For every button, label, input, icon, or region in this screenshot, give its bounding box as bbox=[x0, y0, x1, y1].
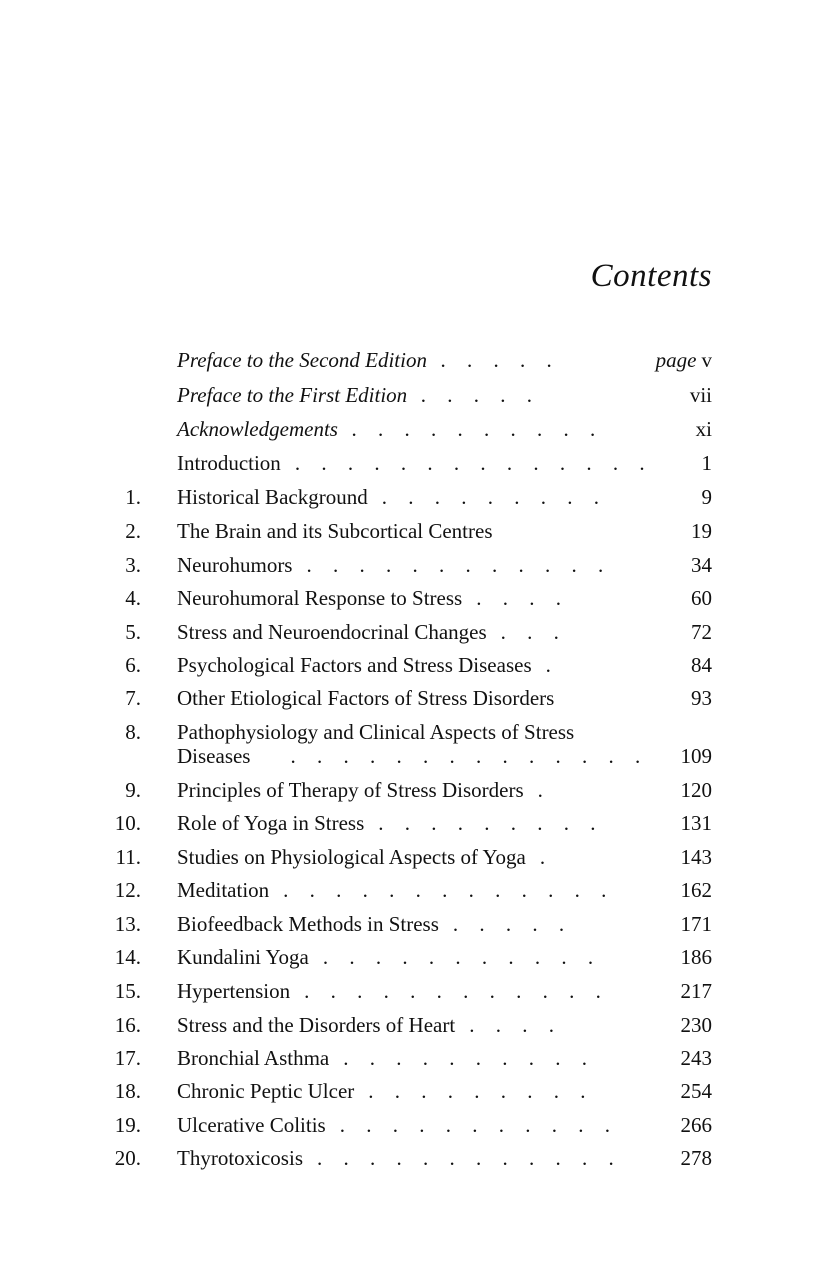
leader-dots: . . . . . . . . . bbox=[368, 1079, 594, 1103]
entry-title: Ulcerative Colitis bbox=[177, 1113, 326, 1137]
leader-dots: . . . . . . . . . . . bbox=[339, 1113, 618, 1137]
chapter-number: 10. bbox=[114, 811, 141, 835]
entry bbox=[177, 586, 647, 610]
page-value: 171 bbox=[680, 912, 712, 936]
page-number bbox=[702, 451, 713, 475]
page-value: 162 bbox=[680, 878, 712, 902]
entry bbox=[177, 620, 647, 644]
page-value: 278 bbox=[680, 1146, 712, 1170]
page-value: 254 bbox=[680, 1079, 712, 1103]
leader-dots: . . . . . . . . . . . bbox=[322, 945, 602, 969]
leader-dots: . bbox=[545, 653, 559, 677]
leader-dots: . . . . . . . . . . . . . . bbox=[290, 744, 649, 768]
entry-title: Neurohumors bbox=[177, 553, 293, 577]
entry bbox=[177, 485, 647, 509]
entry bbox=[177, 417, 647, 441]
entry-title: Other Etiological Factors of Stress Disorders bbox=[177, 686, 555, 710]
chapter-number: 19. bbox=[114, 1113, 141, 1137]
leader-dots: . . . . . . . . . . . . bbox=[317, 1146, 622, 1170]
page-value: vii bbox=[689, 383, 712, 407]
entry-title: Meditation bbox=[177, 878, 270, 902]
page-number bbox=[691, 519, 712, 543]
page-value: 93 bbox=[691, 686, 712, 710]
page-number bbox=[691, 686, 712, 710]
chapter-number: 18. bbox=[114, 1079, 141, 1103]
page-value: 34 bbox=[691, 553, 712, 577]
page-value: 143 bbox=[680, 845, 712, 869]
entry-title-line2: Diseases bbox=[177, 744, 251, 768]
entry bbox=[177, 451, 653, 475]
chapter-number: 17. bbox=[114, 1046, 141, 1070]
page-value: 131 bbox=[680, 811, 712, 835]
page-value: v bbox=[701, 348, 712, 372]
page-value: 84 bbox=[691, 653, 712, 677]
chapter-number: 3. bbox=[125, 553, 141, 577]
page-number bbox=[681, 1146, 713, 1170]
leader-dots: . . . . . . . . . . . . bbox=[304, 979, 609, 1003]
entry-title: Pathophysiology and Clinical Aspects of Stress bbox=[177, 720, 575, 744]
leader-dots: . . . . . bbox=[421, 383, 541, 407]
page-number bbox=[691, 620, 712, 644]
entry-title: The Brain and its Subcortical Centres bbox=[177, 519, 493, 543]
page-number bbox=[702, 485, 713, 509]
chapter-number: 4. bbox=[125, 586, 141, 610]
page-number bbox=[681, 878, 713, 902]
page-number bbox=[691, 653, 712, 677]
chapter-number: 15. bbox=[114, 979, 141, 1003]
leader-dots: . . . . . . . . . . bbox=[343, 1046, 595, 1070]
page-number bbox=[681, 811, 713, 835]
page-value: 9 bbox=[701, 485, 712, 509]
leader-dots: . . . . bbox=[469, 1013, 562, 1037]
entry-title: Biofeedback Methods in Stress bbox=[177, 912, 439, 936]
entry bbox=[177, 878, 647, 902]
page-number bbox=[656, 348, 712, 372]
page-number bbox=[681, 979, 713, 1003]
leader-dots: . bbox=[537, 778, 551, 802]
entry-title: Neurohumoral Response to Stress bbox=[177, 586, 463, 610]
entry bbox=[177, 811, 647, 835]
page-number bbox=[681, 1079, 713, 1103]
entry bbox=[177, 686, 647, 710]
leader-dots: . . . . . . . . . . bbox=[351, 417, 604, 441]
page-value: 109 bbox=[680, 744, 712, 768]
page-value: 19 bbox=[691, 519, 712, 543]
entry bbox=[177, 845, 647, 869]
entry-title: Stress and the Disorders of Heart bbox=[177, 1013, 456, 1037]
entry-title: Kundalini Yoga bbox=[177, 945, 309, 969]
page-number bbox=[681, 744, 713, 768]
page-number bbox=[681, 945, 713, 969]
chapter-number: 9. bbox=[125, 778, 141, 802]
entry bbox=[177, 348, 647, 372]
entry bbox=[177, 912, 647, 936]
leader-dots: . . . . . . . . . . . . bbox=[306, 553, 612, 577]
chapter-number: 8. bbox=[125, 720, 141, 744]
entry-title: Historical Background bbox=[177, 485, 368, 509]
entry bbox=[177, 1146, 647, 1170]
chapter-number: 1. bbox=[125, 485, 141, 509]
leader-dots: . . . . . . . . . . . . . . bbox=[294, 451, 653, 475]
entry bbox=[177, 1113, 647, 1137]
page-title: Contents bbox=[590, 258, 712, 294]
page-value: 60 bbox=[691, 586, 712, 610]
entry-title-continued bbox=[177, 744, 648, 768]
entry-title: Introduction bbox=[177, 451, 281, 475]
entry-title: Principles of Therapy of Stress Disorders bbox=[177, 778, 524, 802]
entry bbox=[177, 553, 647, 577]
entry-title: Psychological Factors and Stress Diseases bbox=[177, 653, 532, 677]
page-value: 1 bbox=[701, 451, 712, 475]
leader-dots: . . . . . . . . . bbox=[378, 811, 604, 835]
entry-title: Bronchial Asthma bbox=[177, 1046, 330, 1070]
chapter-number: 2. bbox=[125, 519, 141, 543]
page-number bbox=[681, 1046, 713, 1070]
page-value: 217 bbox=[680, 979, 712, 1003]
leader-dots: . . . . . . . . . . . . . bbox=[283, 878, 615, 902]
page-prefix: page bbox=[655, 348, 697, 372]
chapter-number: 6. bbox=[125, 653, 141, 677]
leader-dots: . . . . . bbox=[440, 348, 561, 372]
entry bbox=[177, 979, 647, 1003]
page-number bbox=[691, 553, 712, 577]
chapter-number: 13. bbox=[114, 912, 141, 936]
leader-dots: . . . . . . . . . bbox=[381, 485, 607, 509]
entry bbox=[177, 519, 647, 543]
page-number bbox=[681, 778, 713, 802]
entry bbox=[177, 653, 647, 677]
page-value: 230 bbox=[680, 1013, 712, 1037]
chapter-number: 20. bbox=[114, 1146, 141, 1170]
page-number bbox=[691, 586, 712, 610]
entry bbox=[177, 1046, 647, 1070]
page-value: 72 bbox=[691, 620, 712, 644]
entry bbox=[177, 1079, 647, 1103]
page-number bbox=[681, 1113, 713, 1137]
chapter-number: 16. bbox=[114, 1013, 141, 1037]
entry-title: Role of Yoga in Stress bbox=[177, 811, 365, 835]
page-number bbox=[696, 417, 712, 441]
entry bbox=[177, 383, 647, 407]
entry bbox=[177, 945, 647, 969]
chapter-number: 11. bbox=[115, 845, 141, 869]
page-number bbox=[681, 1013, 713, 1037]
entry-title: Acknowledgements bbox=[177, 417, 338, 441]
page-value: 120 bbox=[680, 778, 712, 802]
chapter-number: 12. bbox=[114, 878, 141, 902]
entry-title: Thyrotoxicosis bbox=[177, 1146, 303, 1170]
page-value: 243 bbox=[680, 1046, 712, 1070]
entry bbox=[177, 1013, 647, 1037]
page-value: 266 bbox=[680, 1113, 712, 1137]
entry-title: Stress and Neuroendocrinal Changes bbox=[177, 620, 487, 644]
page-value: xi bbox=[695, 417, 712, 441]
entry bbox=[177, 720, 647, 744]
page-number bbox=[681, 912, 713, 936]
chapter-number: 7. bbox=[125, 686, 141, 710]
entry-title: Hypertension bbox=[177, 979, 291, 1003]
page-value: 186 bbox=[680, 945, 712, 969]
entry-title: Chronic Peptic Ulcer bbox=[177, 1079, 355, 1103]
chapter-number: 5. bbox=[125, 620, 141, 644]
leader-dots: . . . bbox=[500, 620, 567, 644]
chapter-number: 14. bbox=[114, 945, 141, 969]
leader-dots: . . . . bbox=[476, 586, 569, 610]
page-number bbox=[690, 383, 712, 407]
entry-title: Preface to the First Edition bbox=[177, 383, 408, 407]
entry-title: Preface to the Second Edition bbox=[177, 348, 427, 372]
entry bbox=[177, 778, 647, 802]
leader-dots: . . . . . bbox=[452, 912, 573, 936]
entry-title: Studies on Physiological Aspects of Yoga bbox=[177, 845, 526, 869]
leader-dots: . bbox=[539, 845, 554, 869]
page-number bbox=[681, 845, 713, 869]
